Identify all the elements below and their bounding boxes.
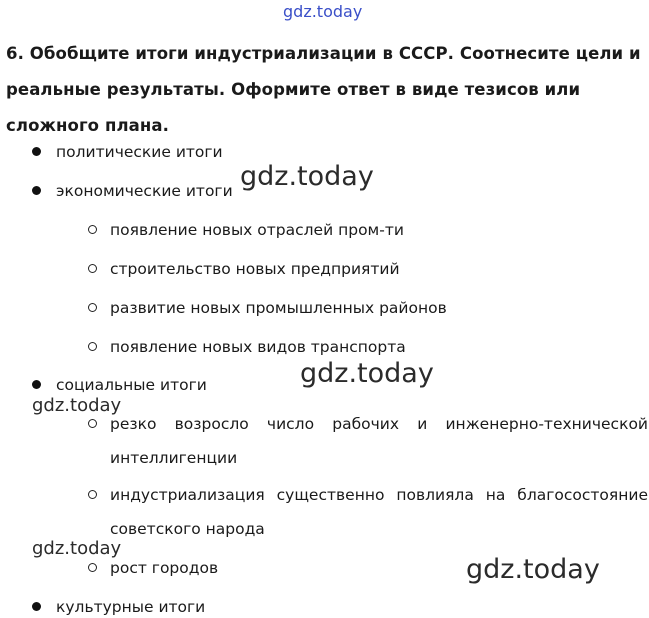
sub-item-label: развитие новых промышленных районов	[110, 299, 447, 317]
bullet-circle-icon	[88, 490, 97, 499]
sub-item-paragraph: резко возросло число рабочих и инженерно-технической интеллигенции	[110, 415, 648, 467]
watermark-bottom-right: gdz.today	[466, 554, 600, 585]
watermark-mid2: gdz.today	[300, 358, 434, 389]
list-item-label: политические итоги	[56, 143, 223, 161]
bullet-circle-icon	[88, 419, 97, 428]
sub-item-label: появление новых отраслей пром-ти	[110, 221, 404, 239]
watermark-left1: gdz.today	[32, 395, 122, 416]
sub-item-label: появление новых видов транспорта	[110, 338, 406, 356]
watermark-top: gdz.today	[283, 2, 363, 21]
bullet-circle-icon	[88, 342, 97, 351]
sub-item-paragraph: индустриализация существенно повлияла на благосостояние советского народа	[110, 486, 648, 538]
sub-item-label: строительство новых предприятий	[110, 260, 400, 278]
list-item-label: социальные итоги	[56, 376, 207, 394]
sub-item-label: рост городов	[110, 559, 219, 577]
bullet-circle-icon	[88, 225, 97, 234]
bullet-circle-icon	[88, 563, 97, 572]
bullet-dot-icon	[32, 147, 41, 156]
bullet-dot-icon	[32, 380, 41, 389]
bullet-circle-icon	[88, 264, 97, 273]
list-item-label: культурные итоги	[56, 598, 206, 616]
watermark-mid1: gdz.today	[240, 161, 374, 192]
list-item-label: экономические итоги	[56, 182, 233, 200]
bullet-dot-icon	[32, 186, 41, 195]
bullet-dot-icon	[32, 602, 41, 611]
task-statement: 6. Обобщите итоги индустриализации в СССР. Соотнесите цели и реальные результаты. Оформите ответ в виде тезисов или сложного плана.	[6, 44, 641, 135]
bullet-circle-icon	[88, 303, 97, 312]
watermark-left2: gdz.today	[32, 538, 122, 559]
